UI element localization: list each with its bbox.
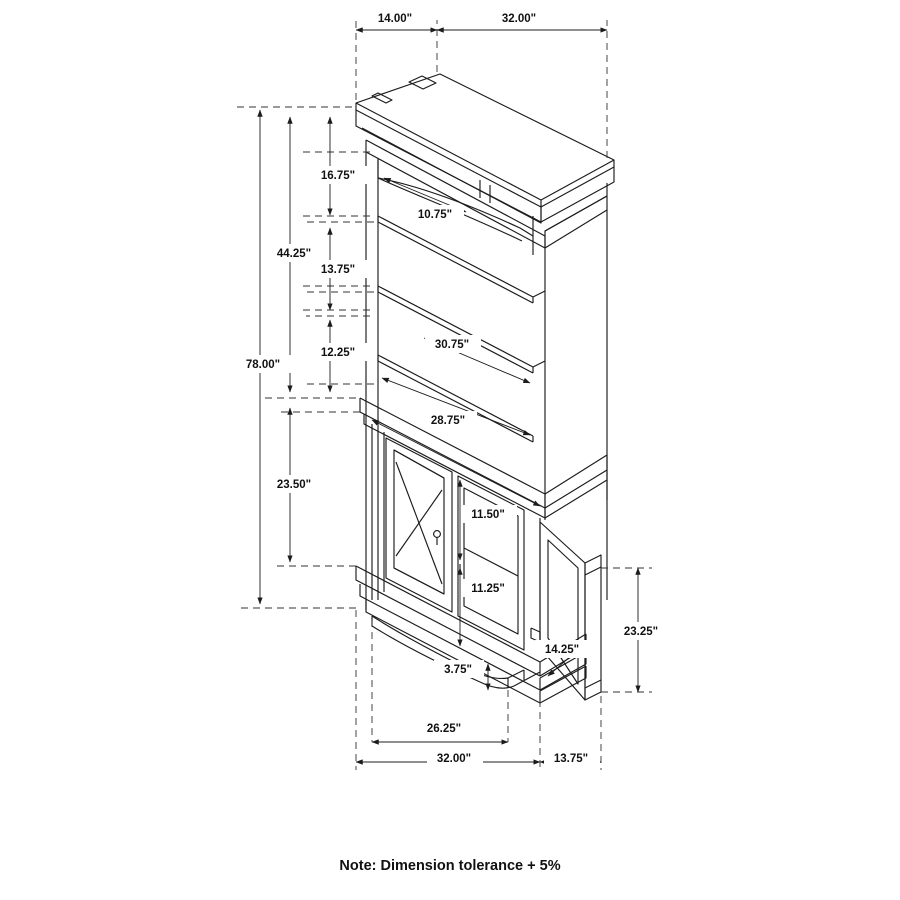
dimension-labels bbox=[236, 10, 670, 767]
shelf-2 bbox=[378, 286, 545, 373]
label-cabinet-height: 23.50" bbox=[276, 479, 312, 491]
label-door-panel-width: 14.25" bbox=[544, 644, 580, 656]
bookcase-illustration bbox=[356, 74, 614, 703]
crown-band bbox=[356, 110, 614, 222]
label-side-depth: 13.75" bbox=[553, 753, 589, 765]
lower-cabinet bbox=[372, 424, 607, 640]
label-upper-shelf-1: 16.75" bbox=[320, 170, 356, 182]
label-top-width-left: 14.00" bbox=[377, 13, 413, 25]
opened-door bbox=[531, 522, 601, 700]
label-base-height: 3.75" bbox=[444, 664, 472, 676]
label-base-width: 26.25" bbox=[426, 723, 462, 735]
shelf-1 bbox=[378, 216, 545, 303]
label-open-door-height: 23.25" bbox=[623, 626, 659, 638]
label-overall-height: 78.00" bbox=[245, 359, 281, 371]
label-upper-shelf-depth: 10.75" bbox=[417, 209, 453, 221]
top-panel bbox=[362, 128, 607, 248]
label-cabinet-opening-width: 28.75" bbox=[430, 415, 466, 427]
label-door-upper: 11.50" bbox=[471, 509, 505, 521]
label-shelf-width: 30.75" bbox=[434, 339, 470, 351]
label-upper-shelf-2: 13.75" bbox=[320, 264, 356, 276]
case-frame bbox=[366, 152, 607, 610]
crown-top bbox=[356, 74, 614, 207]
label-door-lower: 11.25" bbox=[471, 583, 505, 595]
label-upper-total: 44.25" bbox=[276, 248, 312, 260]
label-top-width-right: 32.00" bbox=[501, 13, 537, 25]
label-upper-shelf-3: 12.25" bbox=[320, 347, 356, 359]
label-overall-width: 32.00" bbox=[436, 753, 472, 765]
tolerance-note: Note: Dimension tolerance + 5% bbox=[339, 858, 561, 874]
